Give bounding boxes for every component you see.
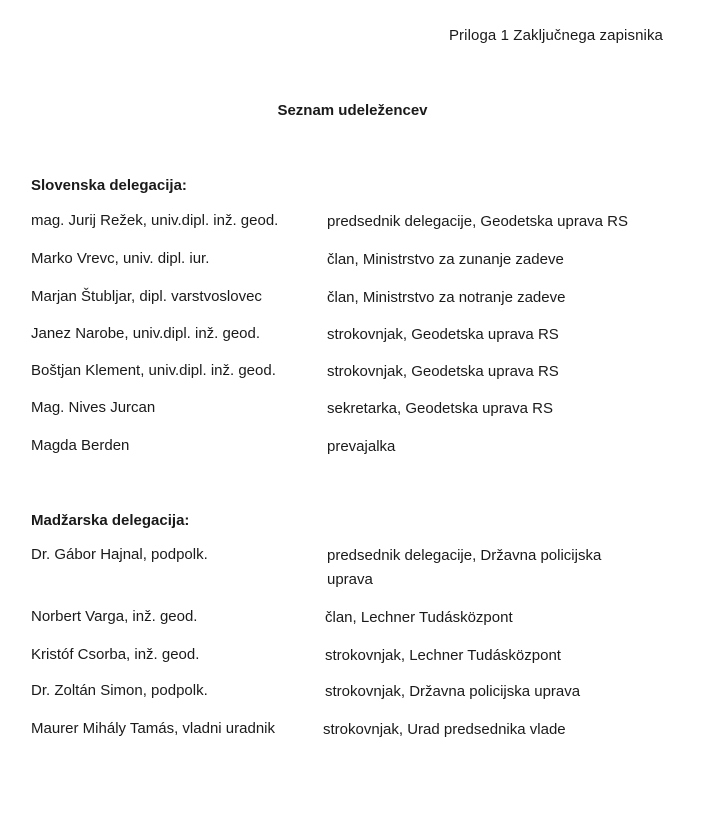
participant-role: strokovnjak, Državna policijska uprava [325, 683, 581, 700]
participant-row [0, 608, 705, 628]
participant-role: član, Lechner Tudásközpont [325, 609, 513, 626]
participant-row [0, 212, 705, 232]
participant-name: Kristóf Csorba, inž. geod. [31, 646, 200, 663]
participant-name: Boštjan Klement, univ.dipl. inž. geod. [31, 362, 276, 379]
participant-role: predsednik delegacije, Državna policijska uprava [327, 547, 602, 588]
participant-name: mag. Jurij Režek, univ.dipl. inž. geod. [31, 212, 279, 229]
participant-name: Janez Narobe, univ.dipl. inž. geod. [31, 325, 261, 342]
slovenian-delegation-heading: Slovenska delegacija: [31, 177, 187, 194]
participant-row [0, 399, 705, 419]
participant-name: Magda Berden [31, 437, 130, 454]
participant-role: sekretarka, Geodetska uprava RS [327, 400, 553, 417]
participant-role: strokovnjak, Urad predsednika vlade [323, 721, 566, 738]
participant-name: Marjan Štubljar, dipl. varstvoslovec [31, 288, 262, 305]
participant-row [0, 250, 705, 270]
participant-row [0, 682, 705, 702]
document-title: Seznam udeležencev [277, 102, 428, 119]
participant-row [0, 437, 705, 457]
participant-role: član, Ministrstvo za notranje zadeve [327, 289, 566, 306]
participant-name: Marko Vrevc, univ. dipl. iur. [31, 250, 210, 267]
participant-role: strokovnjak, Lechner Tudásközpont [325, 647, 561, 664]
participant-name: Mag. Nives Jurcan [31, 399, 156, 416]
participant-row [0, 546, 705, 588]
participant-role: član, Ministrstvo za zunanje zadeve [327, 251, 564, 268]
participant-row [0, 325, 705, 345]
participant-row [0, 646, 705, 666]
participant-role: strokovnjak, Geodetska uprava RS [327, 326, 559, 343]
participant-role: strokovnjak, Geodetska uprava RS [327, 363, 559, 380]
participant-name: Norbert Varga, inž. geod. [31, 608, 198, 625]
participant-name: Dr. Zoltán Simon, podpolk. [31, 682, 208, 699]
participant-name: Maurer Mihály Tamás, vladni uradnik [31, 720, 275, 737]
participant-row [0, 720, 705, 740]
annex-label: Priloga 1 Zaključnega zapisnika [448, 27, 663, 44]
participant-role: predsednik delegacije, Geodetska uprava RS [327, 213, 629, 230]
participant-row [0, 288, 705, 308]
participant-role: prevajalka [327, 438, 396, 455]
participant-row [0, 362, 705, 382]
participant-name: Dr. Gábor Hajnal, podpolk. [31, 546, 208, 563]
hungarian-delegation-heading: Madžarska delegacija: [31, 512, 190, 529]
